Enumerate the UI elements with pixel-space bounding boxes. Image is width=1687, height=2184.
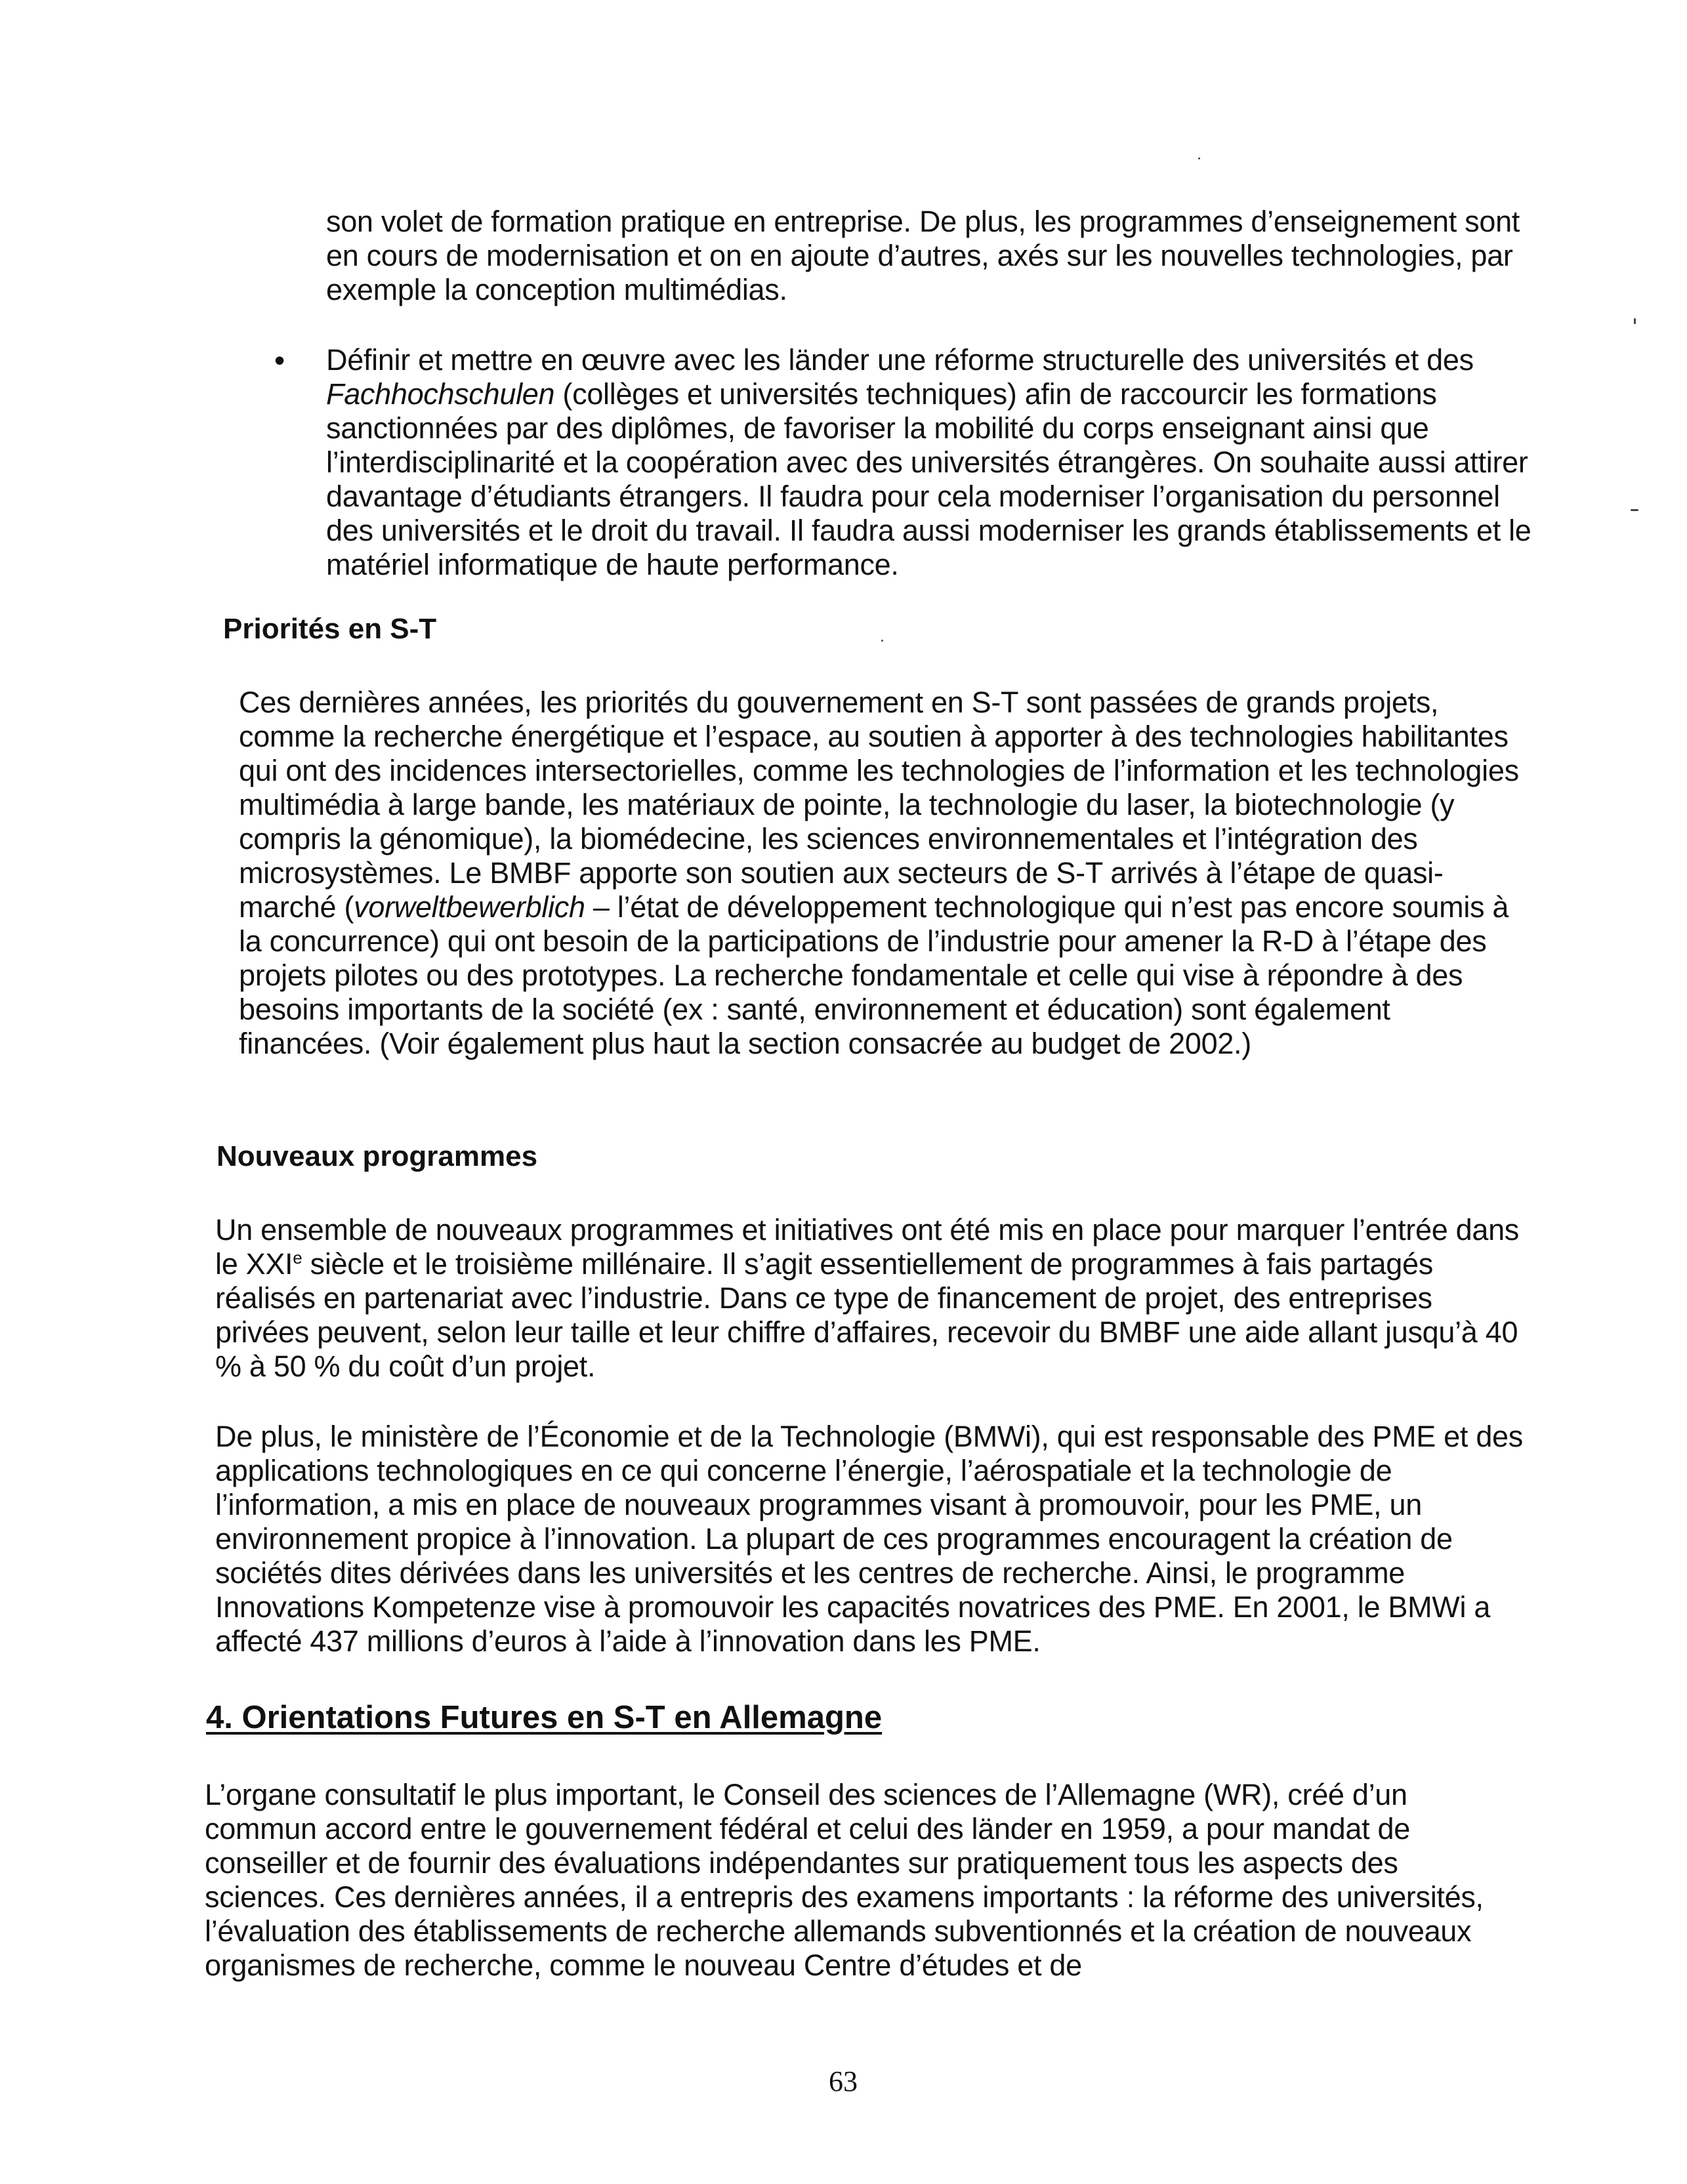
bullet-text-start: Définir et mettre en œuvre avec les länder une réforme structurelle des universités et des xyxy=(326,343,1474,377)
continuation-paragraph: son volet de formation pratique en entreprise. De plus, les programmes d’enseignement sont en cours de modernisation et on en ajoute d’autres, axés sur les nouvelles technologies, par exemple la conception multimédias. xyxy=(326,205,1520,306)
bullet-text-end: (collèges et universités techniques) afin de raccourcir les formations sanctionnées par des diplômes, de favoriser la mobilité du corps enseignant ainsi que l’interdisciplinarité et la coopération avec des universités étrangères. On souhaite aussi attirer davantage d’étudiants étrangers. Il faudra pour cela moderniser l’organisation du personnel des universités et le droit du travail. Il faudra aussi moderniser les grands établissements et le matériel informatique de haute performance. xyxy=(326,377,1531,581)
nouveaux-p1-end: siècle et le troisième millénaire. Il s’agit essentiellement de programmes à fais partagés réalisés en partenariat avec l’industrie. Dans ce type de financement de projet, des entreprises privées peuvent, selon leur taille et leur chiffre d’affaires, recevoir du BMBF une aide allant jusqu’à 40 % à 50 % du coût d’un projet. xyxy=(215,1247,1518,1383)
heading-priorites: Priorités en S-T xyxy=(223,613,437,645)
priorites-text-start: Ces dernières années, les priorités du gouvernement en S-T sont passées de grands projets, comme la recherche énergétique et l’espace, au soutien à apporter à des technologies habilitantes qui ont des incidences intersectorielles, comme les technologies de l’information et les technologies multimédia à large bande, les matériaux de pointe, la technologie du laser, la biotechnologie (y compris la génomique), la biomédecine, les sciences environnementales et l’intégration des microsystèmes. Le BMBF apporte son soutien aux secteurs de S-T arrivés à l’étape de quasi-marché ( xyxy=(239,686,1519,924)
priorites-paragraph xyxy=(239,686,1522,1061)
nouveaux-p1-superscript: e xyxy=(293,1248,302,1267)
nouveaux-paragraph-2: De plus, le ministère de l’Économie et de la Technologie (BMWi), qui est responsable des PME et des applications technologiques en ce qui concerne l’énergie, l’aérospatiale et la technologie de l’information, a mis en place de nouveaux programmes visant à promouvoir, pour les PME, un environnement propice à l’innovation. La plupart de ces programmes encouragent la création de sociétés dites dérivées dans les universités et les centres de recherche. Ainsi, le programme Innovations Kompetenze vise à promouvoir les capacités novatrices des PME. En 2001, le BMWi a affecté 437 millions d’euros à l’aide à l’innovation dans les PME. xyxy=(215,1420,1523,1658)
bullet-marker: • xyxy=(274,343,285,377)
bullet-item-reform xyxy=(326,343,1533,582)
nouveaux-p1-start: Un ensemble de nouveaux programmes et initiatives ont été mis en place pour marquer l’entrée dans le XXI xyxy=(215,1213,1520,1281)
scan-speck xyxy=(1634,318,1636,324)
heading-nouveaux-programmes: Nouveaux programmes xyxy=(217,1140,538,1172)
bullet-italic-term: Fachhochschulen xyxy=(326,377,555,411)
section-4-title: 4. Orientations Futures en S-T en Allemagne xyxy=(206,1700,883,1735)
scan-speck xyxy=(881,640,883,642)
scan-speck xyxy=(1198,157,1200,159)
scan-speck xyxy=(1631,509,1638,511)
priorites-text-end: – l’état de développement technologique qui n’est pas encore soumis à la concurrence) qui ont besoin de la participations de l’industrie pour amener la R-D à l’étape des projets pilotes ou des prototypes. La recherche fondamentale et celle qui vise à répondre à des besoins importants de la société (ex : santé, environnement et éducation) sont également financées. (Voir également plus haut la section consacrée au budget de 2002.) xyxy=(239,890,1509,1060)
section-4-paragraph: L’organe consultatif le plus important, le Conseil des sciences de l’Allemagne (WR), créé d’un commun accord entre le gouvernement fédéral et celui des länder en 1959, a pour mandat de conseiller et de fournir des évaluations indépendantes sur pratiquement tous les aspects des sciences. Ces dernières années, il a entrepris des examens importants : la réforme des universités, l’évaluation des établissements de recherche allemands subventionnés et la création de nouveaux organismes de recherche, comme le nouveau Centre d’études et de xyxy=(205,1778,1484,1982)
page-number: 63 xyxy=(829,2065,858,2097)
priorites-italic-term: vorweltbewerblich xyxy=(354,890,585,924)
nouveaux-paragraph-1 xyxy=(215,1213,1528,1384)
